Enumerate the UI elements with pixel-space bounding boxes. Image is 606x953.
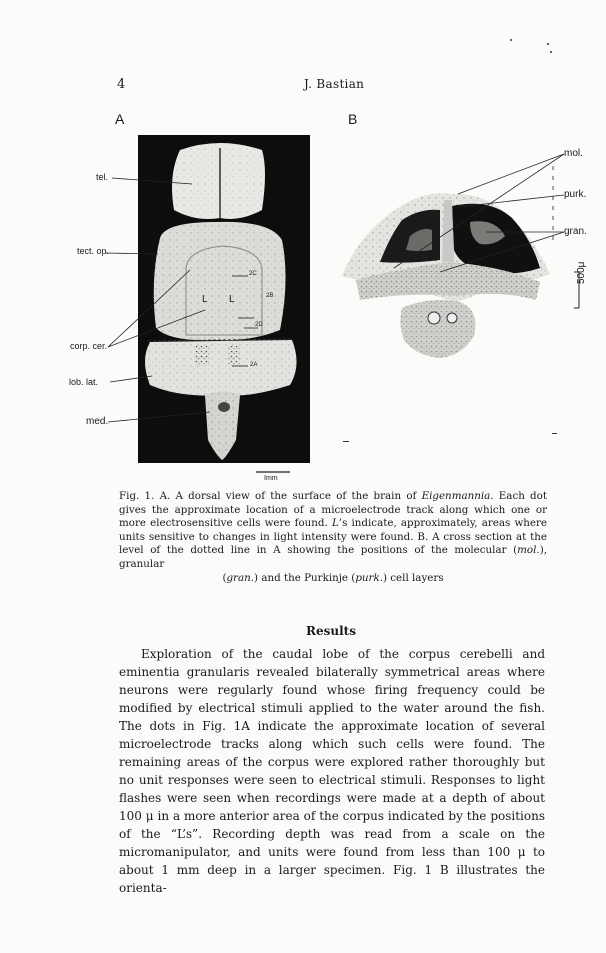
label-med: med. [86,416,109,427]
mark-L2: L [229,294,235,305]
panel-b-section [342,193,550,358]
label-purk: purk. [564,189,587,200]
label-tel: tel. [96,172,109,182]
scale-a-label: Imm [264,475,278,482]
figure-caption: Fig. 1. A. A dorsal view of the surface of the brain of Eigenmannia. Each dot gives the approximate location of a microelectrode track along which one or more electrosensitive cells were found. L’s indicate, approximately, areas where units sensitive to changes in light intensity were found. B. A cross section at the level of the dotted line in A showing the positions of the molecular (mol.), granular (gran.) and the Purkinje (purk.) cell layers [119,490,547,584]
mark-L1: L [202,294,208,305]
page-number: 4 [117,77,126,92]
label-gran: gran. [564,226,587,237]
mark-2d: 2D [255,322,263,328]
label-mol: mol. [564,148,583,159]
panel-b-letter: B [348,111,358,127]
mark-2a: 2A [250,362,258,368]
panel-a-photo [138,135,310,463]
label-tect-op: tect. op. [77,246,110,256]
body-paragraph: Exploration of the caudal lobe of the corpus cerebelli and eminentia granularis revealed bilaterally symmetrical areas where neurons were regularly found whose firing frequency could be modified by electrical stimuli applied to the water around the fish. The dots in Fig. 1A indicate the approximate location of several microelectrode tracks along which such cells were found. The remaining areas of the corpus were explored rather thoroughly but no unit responses were seen to electrical stimuli. Responses to light flashes were seen when recordings were made at a depth of about 100 μ in a more anterior area of the corpus indicated by the positions of the “L’s”. Recording depth was read from a scale on the micromanipulator, and units were found from less than 100 μ to about 1 mm deep in a larger specimen. Fig. 1 B illustrates the orienta- [119,647,545,895]
mark-2c: 2C [249,271,257,277]
label-corp-cer: corp. cer. [70,341,108,351]
panel-a-letter: A [115,111,125,127]
label-lob-lat: lob. lat. [69,377,99,387]
scale-b-label: 500μ [576,261,587,284]
mark-2b: 2B [266,293,274,299]
caption-species: Eigenmannia [421,490,491,502]
section-heading: Results [306,624,356,638]
running-head: J. Bastian [304,77,365,91]
